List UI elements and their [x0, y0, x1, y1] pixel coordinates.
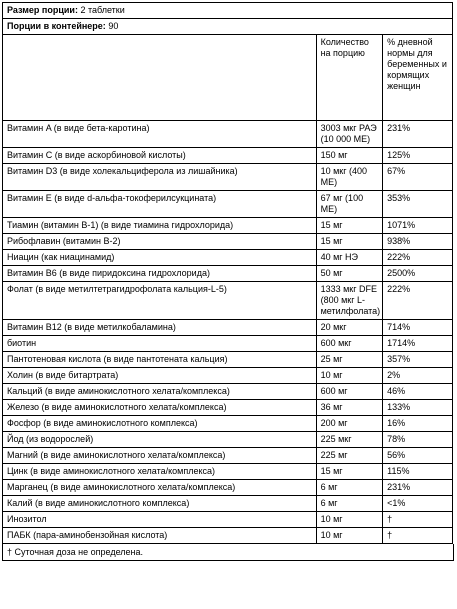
nutrient-name: Витамин D3 (в виде холекальциферола из лишайника) — [3, 164, 317, 191]
nutrient-amount: 10 мг — [316, 512, 383, 528]
nutrient-daily-value: 125% — [383, 148, 453, 164]
nutrient-amount: 10 мг — [316, 368, 383, 384]
nutrient-name: Фосфор (в виде аминокислотного комплекса) — [3, 416, 317, 432]
nutrient-amount: 10 мг — [316, 528, 383, 544]
nutrient-daily-value: 115% — [383, 464, 453, 480]
nutrient-daily-value: 2% — [383, 368, 453, 384]
table-row — [3, 480, 453, 496]
nutrient-daily-value: 938% — [383, 234, 453, 250]
nutrient-name: ПАБК (пара-аминобензойная кислота) — [3, 528, 317, 544]
nutrient-name: Инозитол — [3, 512, 317, 528]
nutrient-amount: 600 мг — [316, 384, 383, 400]
nutrient-daily-value: 222% — [383, 250, 453, 266]
nutrient-amount: 3003 мкг РАЭ (10 000 МЕ) — [316, 121, 383, 148]
header-daily-value: % дневной нормы для беременных и кормящих женщин — [383, 35, 453, 121]
nutrient-amount: 40 мг НЭ — [316, 250, 383, 266]
table-row — [3, 250, 453, 266]
nutrient-name: Витамин C (в виде аскорбиновой кислоты) — [3, 148, 317, 164]
nutrient-amount: 200 мг — [316, 416, 383, 432]
nutrient-amount: 1333 мкг DFE (800 мкг L-метилфолата) — [316, 282, 383, 320]
nutrient-name: Железо (в виде аминокислотного хелата/комплекса) — [3, 400, 317, 416]
nutrient-name: Марганец (в виде аминокислотного хелата/комплекса) — [3, 480, 317, 496]
nutrient-daily-value: 78% — [383, 432, 453, 448]
nutrient-daily-value: 231% — [383, 480, 453, 496]
nutrient-amount: 36 мг — [316, 400, 383, 416]
nutrient-name: Витамин A (в виде бета-каротина) — [3, 121, 317, 148]
table-row — [3, 448, 453, 464]
column-header-row — [3, 35, 453, 121]
nutrient-name: Йод (из водорослей) — [3, 432, 317, 448]
nutrient-daily-value: 67% — [383, 164, 453, 191]
nutrient-name: Витамин B6 (в виде пиридоксина гидрохлорида) — [3, 266, 317, 282]
table-row — [3, 164, 453, 191]
nutrient-amount: 225 мкг — [316, 432, 383, 448]
nutrient-amount: 15 мг — [316, 234, 383, 250]
nutrient-daily-value: 56% — [383, 448, 453, 464]
nutrient-daily-value: 2500% — [383, 266, 453, 282]
header-empty-cell — [3, 35, 317, 121]
nutrient-daily-value: 714% — [383, 320, 453, 336]
table-row — [3, 368, 453, 384]
nutrient-name: Тиамин (витамин B-1) (в виде тиамина гидрохлорида) — [3, 218, 317, 234]
serving-size-label: Размер порции: — [7, 5, 78, 15]
nutrient-daily-value: 1071% — [383, 218, 453, 234]
table-row — [3, 528, 453, 544]
nutrient-name: Холин (в виде битартрата) — [3, 368, 317, 384]
servings-per-container-value: 90 — [105, 21, 119, 31]
nutrient-name: Фолат (в виде метилтетрагидрофолата кальция-L-5) — [3, 282, 317, 320]
nutrient-daily-value: 16% — [383, 416, 453, 432]
table-row — [3, 266, 453, 282]
nutrient-name: Ниацин (как ниацинамид) — [3, 250, 317, 266]
nutrient-amount: 15 мг — [316, 218, 383, 234]
nutrient-name: Витамин E (в виде d-альфа-токоферилсукцината) — [3, 191, 317, 218]
table-row — [3, 218, 453, 234]
servings-per-container-row — [3, 19, 453, 35]
nutrient-daily-value: 46% — [383, 384, 453, 400]
table-row — [3, 121, 453, 148]
nutrient-daily-value: 1714% — [383, 336, 453, 352]
nutrient-daily-value: 222% — [383, 282, 453, 320]
nutrient-amount: 67 мг (100 МЕ) — [316, 191, 383, 218]
table-row — [3, 148, 453, 164]
table-row — [3, 282, 453, 320]
nutrient-name: Калий (в виде аминокислотного комплекса) — [3, 496, 317, 512]
table-row — [3, 384, 453, 400]
table-row — [3, 191, 453, 218]
nutrient-daily-value: 357% — [383, 352, 453, 368]
nutrient-amount: 25 мг — [316, 352, 383, 368]
nutrient-amount: 50 мг — [316, 266, 383, 282]
nutrient-amount: 225 мг — [316, 448, 383, 464]
nutrient-name: Пантотеновая кислота (в виде пантотената кальция) — [3, 352, 317, 368]
nutrient-amount: 15 мг — [316, 464, 383, 480]
nutrient-name: Магний (в виде аминокислотного хелата/комплекса) — [3, 448, 317, 464]
table-row — [3, 234, 453, 250]
table-row — [3, 400, 453, 416]
nutrient-daily-value: 353% — [383, 191, 453, 218]
table-row — [3, 464, 453, 480]
nutrient-name: Витамин B12 (в виде метилкобаламина) — [3, 320, 317, 336]
nutrient-name: Кальций (в виде аминокислотного хелата/комплекса) — [3, 384, 317, 400]
nutrient-daily-value: 231% — [383, 121, 453, 148]
nutrient-name: биотин — [3, 336, 317, 352]
footnote: † Суточная доза не определена. — [2, 544, 454, 561]
nutrient-amount: 600 мкг — [316, 336, 383, 352]
serving-size-row — [3, 3, 453, 19]
table-row — [3, 416, 453, 432]
table-row — [3, 432, 453, 448]
nutrient-amount: 6 мг — [316, 496, 383, 512]
nutrient-daily-value: <1% — [383, 496, 453, 512]
nutrient-amount: 6 мг — [316, 480, 383, 496]
nutrient-daily-value: 133% — [383, 400, 453, 416]
table-row — [3, 496, 453, 512]
table-row — [3, 352, 453, 368]
nutrient-daily-value: † — [383, 512, 453, 528]
nutrient-name: Рибофлавин (витамин B-2) — [3, 234, 317, 250]
table-row — [3, 336, 453, 352]
table-row — [3, 320, 453, 336]
nutrient-name: Цинк (в виде аминокислотного хелата/комплекса) — [3, 464, 317, 480]
serving-size-value: 2 таблетки — [77, 5, 125, 15]
nutrient-amount: 150 мг — [316, 148, 383, 164]
servings-per-container-label: Порции в контейнере: — [7, 21, 106, 31]
nutrient-amount: 20 мкг — [316, 320, 383, 336]
header-amount: Количество на порцию — [316, 35, 383, 121]
supplement-facts — [2, 2, 454, 561]
nutrition-table — [2, 2, 453, 544]
table-row — [3, 512, 453, 528]
nutrient-amount: 10 мкг (400 МЕ) — [316, 164, 383, 191]
nutrient-daily-value: † — [383, 528, 453, 544]
